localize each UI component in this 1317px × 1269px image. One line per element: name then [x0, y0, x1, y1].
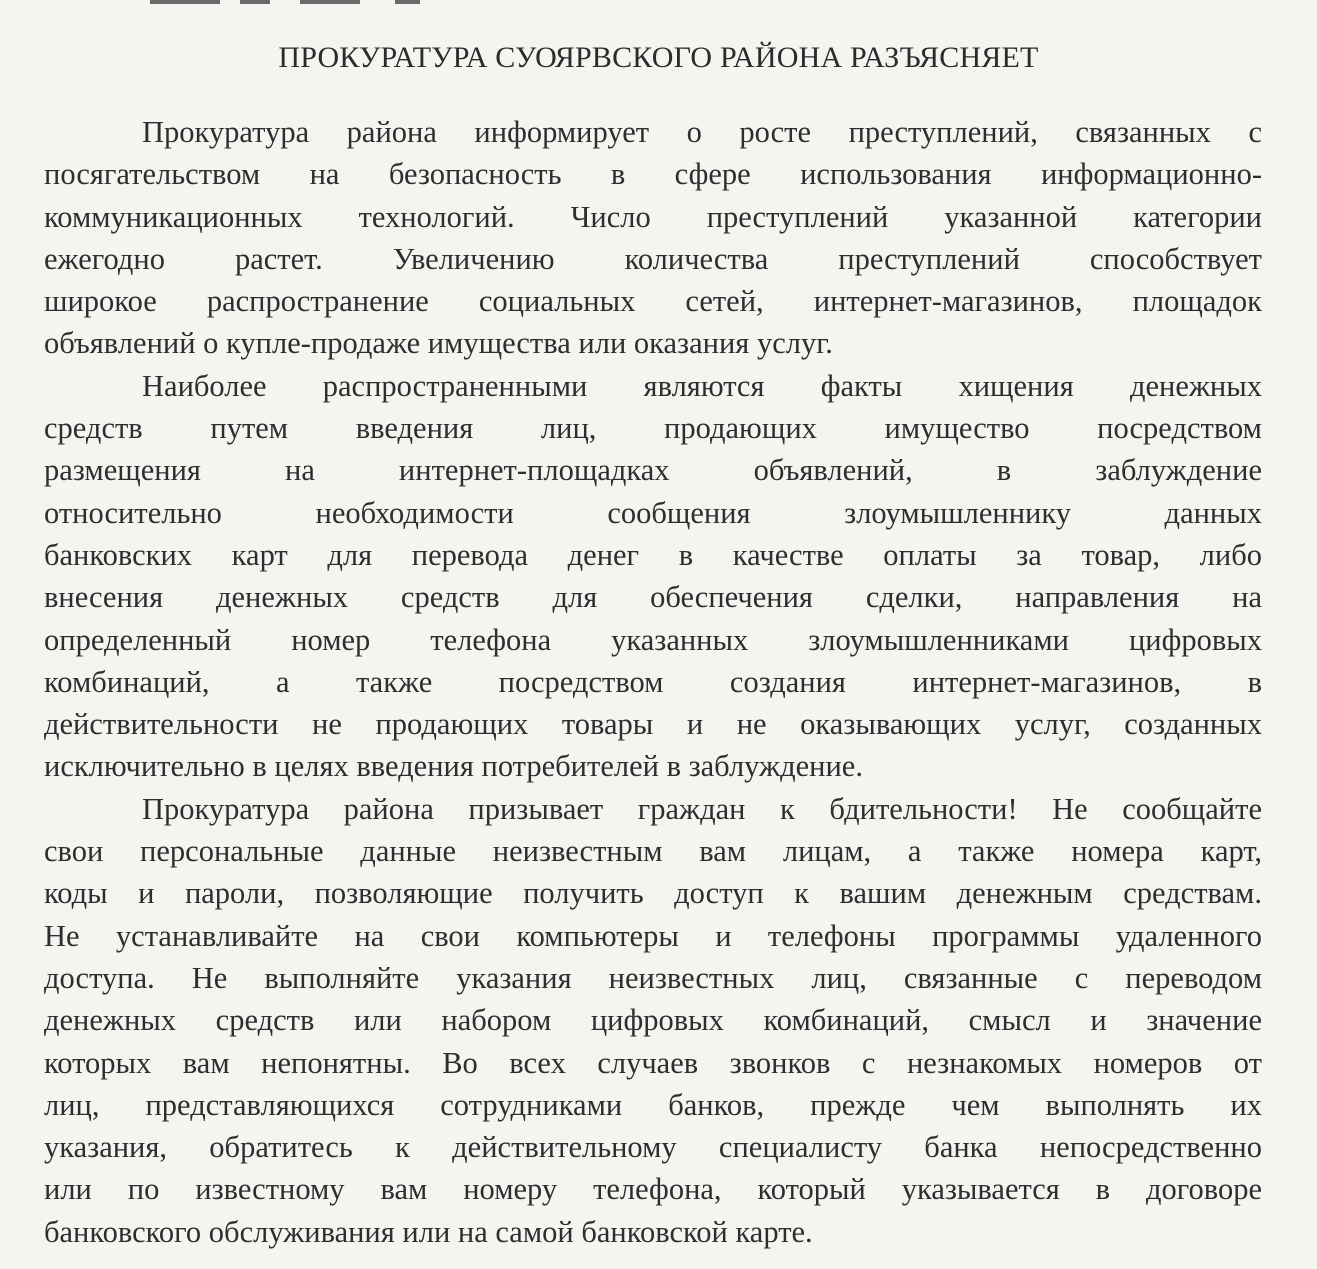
- text-line: коды и пароли, позволяющие получить доступ к вашим денежным средствам.: [44, 876, 1262, 911]
- text-line: указания, обратитесь к действительному специалисту банка непосредственно: [44, 1130, 1262, 1165]
- text-line: комбинаций, а также посредством создания интернет-магазинов, в: [44, 664, 1262, 699]
- text-line: исключительно в целях введения потребителей в заблуждение.: [44, 749, 863, 784]
- scan-cutoff-fragment: [0, 0, 1317, 8]
- text-line: определенный номер телефона указанных злоумышленниками цифровых: [44, 622, 1262, 657]
- text-line: доступа. Не выполняйте указания неизвестных лиц, связанные с переводом: [44, 960, 1262, 995]
- text-line: которых вам непонятны. Во всех случаев звонков с незнакомых номеров от: [44, 1045, 1262, 1080]
- document-body: [44, 111, 1262, 1253]
- text-line: Наиболее распространенными являются факты хищения денежных: [142, 368, 1262, 403]
- text-line: банковского обслуживания или на самой банковской карте.: [44, 1214, 813, 1249]
- text-line: Прокуратура района призывает граждан к бдительности! Не сообщайте: [142, 791, 1262, 826]
- text-line: объявлений о купле-продаже имущества или оказания услуг.: [44, 326, 833, 361]
- text-line: лиц, представляющихся сотрудниками банков, прежде чем выполнять их: [44, 1087, 1262, 1122]
- paragraph-1: [44, 111, 1262, 365]
- text-line: относительно необходимости сообщения злоумышленнику данных: [44, 495, 1262, 530]
- text-line: действительности не продающих товары и не оказывающих услуг, созданных: [44, 707, 1262, 742]
- text-line: широкое распространение социальных сетей, интернет-магазинов, площадок: [44, 284, 1262, 319]
- text-line: или по известному вам номеру телефона, который указывается в договоре: [44, 1172, 1262, 1207]
- text-line: посягательством на безопасность в сфере использования информационно-: [44, 157, 1262, 192]
- text-line: банковских карт для перевода денег в качестве оплаты за товар, либо: [44, 537, 1262, 572]
- text-line: ежегодно растет. Увеличению количества преступлений способствует: [44, 241, 1262, 276]
- text-line: внесения денежных средств для обеспечения сделки, направления на: [44, 580, 1262, 615]
- text-line: свои персональные данные неизвестным вам лицам, а также номера карт,: [44, 834, 1262, 869]
- text-line: денежных средств или набором цифровых комбинаций, смысл и значение: [44, 1003, 1262, 1038]
- text-line: средств путем введения лиц, продающих имущество посредством: [44, 411, 1262, 446]
- text-line: Не устанавливайте на свои компьютеры и телефоны программы удаленного: [44, 918, 1262, 953]
- paragraph-3: [44, 788, 1262, 1253]
- paragraph-2: [44, 365, 1262, 788]
- text-line: Прокуратура района информирует о росте преступлений, связанных с: [142, 115, 1262, 149]
- document-title: ПРОКУРАТУРА СУОЯРВСКОГО РАЙОНА РАЗЪЯСНЯЕТ: [278, 41, 1039, 74]
- text-line: размещения на интернет-площадках объявлений, в заблуждение: [44, 453, 1262, 488]
- text-line: коммуникационных технологий. Число преступлений указанной категории: [44, 199, 1262, 234]
